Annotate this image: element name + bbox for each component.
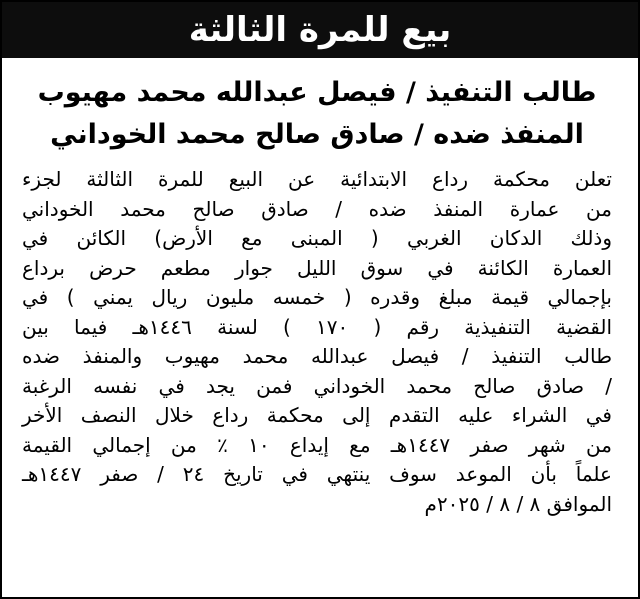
notice-line: في الشراء عليه التقدم إلى محكمة رداع خلال النصف الأخر: [22, 403, 612, 427]
notice-line: الموافق ٨ / ٨ / ٢٠٢٥م: [424, 491, 612, 516]
notice-line: القضية التنفيذية رقم ( ١٧٠ ) لسنة ١٤٤٦هـ فيما بين: [22, 314, 613, 339]
banner-title: بيع للمرة الثالثة: [188, 10, 452, 50]
notice-line: من شهر صفر ١٤٤٧هـ مع إيداع ١٠ ٪ من إجمالي القيمة: [22, 432, 612, 457]
notice-line: بإجمالي قيمة مبلغ وقدره ( خمسه مليون ريال يمني ) في: [22, 285, 612, 309]
notice-line: علماً بأن الموعد سوف ينتهي في تاريخ ٢٤ / صفر ١٤٤٧هـ: [22, 462, 612, 486]
applicant-heading: طالب التنفيذ / فيصل عبدالله محمد مهيوب: [37, 77, 597, 108]
notice-line: من عمارة المنفذ ضده / صادق صالح محمد الخوداني: [22, 196, 612, 221]
notice-body: [22, 165, 612, 519]
notice-line: العمارة الكائنة في سوق الليل جوار مطعم حرض برداع: [22, 255, 612, 280]
notice-banner: [2, 2, 638, 58]
notice-line: طالب التنفيذ / فيصل عبدالله محمد مهيوب والمنفذ ضده: [22, 344, 612, 368]
notice-line: / صادق صالح محمد الخوداني فمن يجد في نفسه الرغبة: [22, 373, 612, 398]
notice-line: تعلن محكمة رداع الابتدائية عن البيع للمرة الثالثة لجزء: [22, 167, 612, 191]
notice-line: وذلك الدكان الغربي ( المبنى مع الأرض) الكائن في: [22, 226, 612, 250]
respondent-heading: المنفذ ضده / صادق صالح محمد الخوداني: [50, 119, 584, 150]
